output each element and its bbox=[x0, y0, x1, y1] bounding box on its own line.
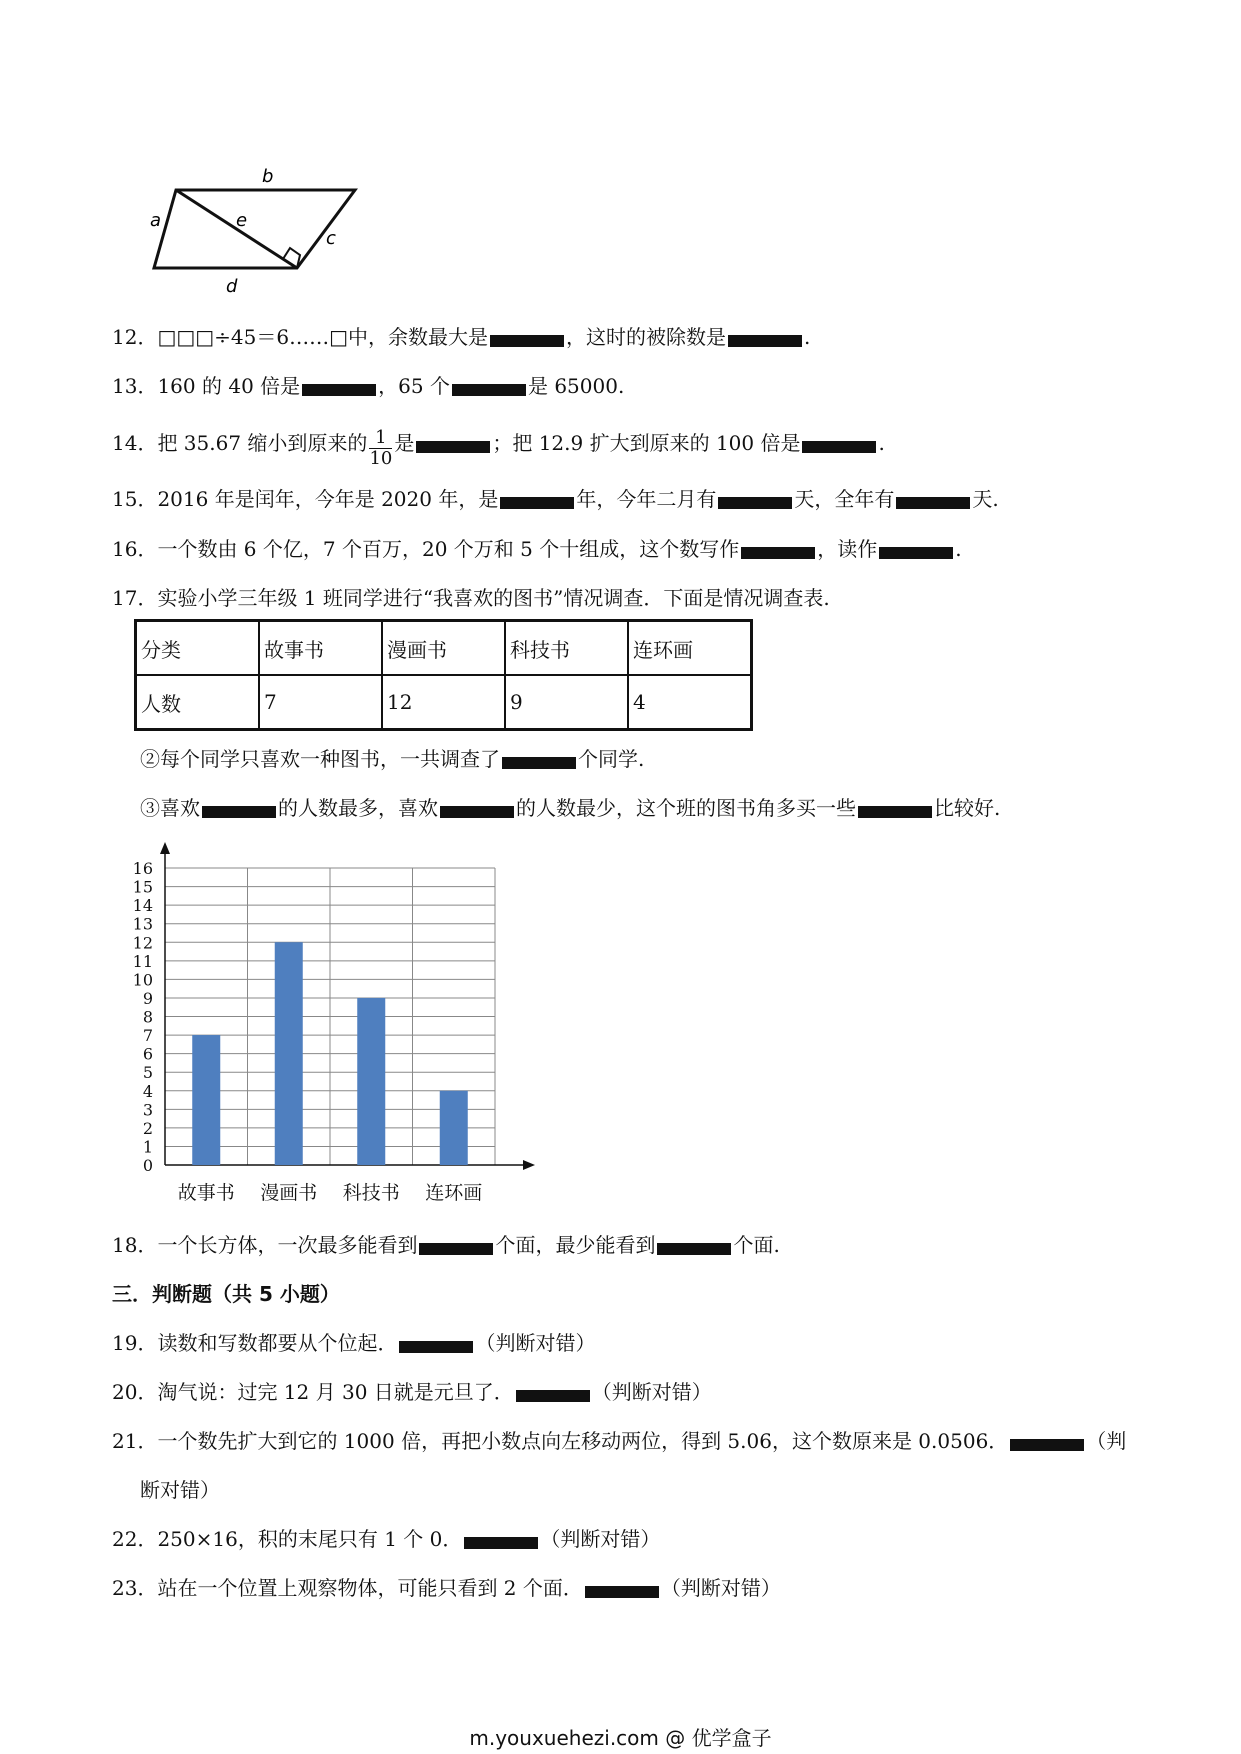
label-a: a bbox=[150, 210, 162, 231]
bar bbox=[357, 998, 385, 1165]
answer-blank[interactable] bbox=[416, 441, 490, 453]
parallelogram-figure bbox=[140, 160, 370, 300]
y-tick-label: 9 bbox=[142, 988, 153, 1008]
x-category-label: 科技书 bbox=[342, 1182, 400, 1204]
answer-blank[interactable] bbox=[741, 547, 815, 559]
question-19: 19．读数和写数都要从个位起． （判断对错） bbox=[112, 1331, 596, 1355]
y-tick-label: 8 bbox=[142, 1007, 153, 1027]
answer-blank[interactable] bbox=[657, 1243, 731, 1255]
table-cell: 分类 bbox=[136, 621, 260, 676]
x-category-label: 故事书 bbox=[177, 1182, 235, 1204]
answer-blank[interactable] bbox=[1010, 1439, 1084, 1451]
answer-blank[interactable] bbox=[502, 757, 576, 769]
table-row bbox=[136, 675, 752, 730]
question-21-continued: 断对错） bbox=[140, 1478, 220, 1502]
question-15: 15．2016 年是闰年，今年是 2020 年，是 年，今年二月有 天，全年有 天. bbox=[112, 487, 999, 511]
question-22: 22．250×16，积的末尾只有 1 个 0． （判断对错） bbox=[112, 1527, 661, 1551]
bar bbox=[275, 942, 303, 1165]
y-tick-label: 13 bbox=[132, 914, 153, 934]
x-category-label: 漫画书 bbox=[260, 1182, 318, 1204]
section-heading: 三．判断题（共 5 小题） bbox=[112, 1282, 340, 1306]
y-tick-label: 11 bbox=[132, 951, 153, 971]
answer-blank[interactable] bbox=[452, 384, 526, 396]
survey-table bbox=[134, 619, 753, 731]
page-footer: m.youxuehezi.com @ 优学盒子 bbox=[469, 1726, 772, 1750]
table-cell: 4 bbox=[628, 675, 752, 730]
table-cell: 连环画 bbox=[628, 621, 752, 676]
answer-blank[interactable] bbox=[585, 1586, 659, 1598]
question-18: 18．一个长方体，一次最多能看到 个面，最少能看到 个面. bbox=[112, 1233, 780, 1257]
answer-blank[interactable] bbox=[802, 441, 876, 453]
answer-blank[interactable] bbox=[500, 497, 574, 509]
fraction-one-tenth: $\frac{1}{10}$ bbox=[369, 427, 393, 469]
question-12: 12．□□□÷45＝6……□中，余数最大是 ，这时的被除数是 . bbox=[112, 325, 811, 349]
y-tick-label: 5 bbox=[142, 1063, 153, 1083]
y-axis-arrow bbox=[160, 842, 170, 854]
table-cell: 漫画书 bbox=[382, 621, 505, 676]
answer-blank[interactable] bbox=[490, 335, 564, 347]
answer-blank[interactable] bbox=[879, 547, 953, 559]
x-category-label: 连环画 bbox=[425, 1182, 483, 1204]
y-tick-label: 10 bbox=[132, 970, 153, 990]
table-header-row bbox=[136, 621, 752, 676]
answer-blank[interactable] bbox=[464, 1537, 538, 1549]
answer-blank[interactable] bbox=[399, 1341, 473, 1353]
y-tick-label: 15 bbox=[132, 877, 153, 897]
question-20: 20．淘气说：过完 12 月 30 日就是元旦了． （判断对错） bbox=[112, 1380, 712, 1404]
answer-blank[interactable] bbox=[718, 497, 792, 509]
y-tick-label: 3 bbox=[142, 1100, 153, 1120]
y-tick-label: 6 bbox=[142, 1044, 153, 1064]
label-e: e bbox=[236, 210, 248, 231]
label-d: d bbox=[226, 276, 238, 297]
question-17-part-2: ②每个同学只喜欢一种图书，一共调查了 个同学. bbox=[140, 747, 645, 771]
question-13: 13．160 的 40 倍是 ，65 个 是 65000. bbox=[112, 374, 625, 398]
y-tick-label: 1 bbox=[142, 1137, 153, 1157]
answer-blank[interactable] bbox=[419, 1243, 493, 1255]
bar bbox=[192, 1035, 220, 1165]
answer-blank[interactable] bbox=[516, 1390, 590, 1402]
y-tick-label: 7 bbox=[142, 1026, 153, 1046]
table-cell: 7 bbox=[259, 675, 382, 730]
y-tick-label: 4 bbox=[142, 1081, 153, 1101]
answer-blank[interactable] bbox=[440, 806, 514, 818]
question-17-part-3: ③喜欢 的人数最多，喜欢 的人数最少，这个班的图书角多买一些 比较好. bbox=[140, 796, 1001, 820]
y-tick-label: 12 bbox=[132, 933, 153, 953]
answer-blank[interactable] bbox=[302, 384, 376, 396]
y-tick-label: 0 bbox=[142, 1156, 153, 1175]
question-16: 16．一个数由 6 个亿，7 个百万，20 个万和 5 个十组成，这个数写作 ，读作 . bbox=[112, 537, 962, 561]
table-cell: 9 bbox=[505, 675, 628, 730]
question-21: 21．一个数先扩大到它的 1000 倍，再把小数点向左移动两位，得到 5.06，这个数原来是 0.0506． （判 bbox=[112, 1429, 1127, 1453]
answer-blank[interactable] bbox=[896, 497, 970, 509]
question-17: 17．实验小学三年级 1 班同学进行“我喜欢的图书”情况调查．下面是情况调查表. bbox=[112, 586, 830, 610]
table-cell: 科技书 bbox=[505, 621, 628, 676]
label-b: b bbox=[262, 166, 274, 187]
question-23: 23．站在一个位置上观察物体，可能只看到 2 个面． （判断对错） bbox=[112, 1576, 781, 1600]
answer-blank[interactable] bbox=[728, 335, 802, 347]
bar bbox=[440, 1091, 468, 1165]
question-14: 14．把 35.67 缩小到原来的 $\frac{1}{10}$ 是 ；把 12.9 扩大到原来的 100 倍是 . bbox=[112, 427, 885, 469]
answer-blank[interactable] bbox=[202, 806, 276, 818]
bar-chart bbox=[132, 840, 555, 1215]
label-c: c bbox=[326, 228, 336, 249]
y-tick-label: 2 bbox=[142, 1118, 153, 1138]
table-cell: 人数 bbox=[136, 675, 260, 730]
table-cell: 12 bbox=[382, 675, 505, 730]
x-axis-arrow bbox=[523, 1160, 535, 1170]
table-cell: 故事书 bbox=[259, 621, 382, 676]
answer-blank[interactable] bbox=[858, 806, 932, 818]
y-tick-label: 16 bbox=[132, 859, 153, 878]
y-tick-label: 14 bbox=[132, 896, 153, 916]
